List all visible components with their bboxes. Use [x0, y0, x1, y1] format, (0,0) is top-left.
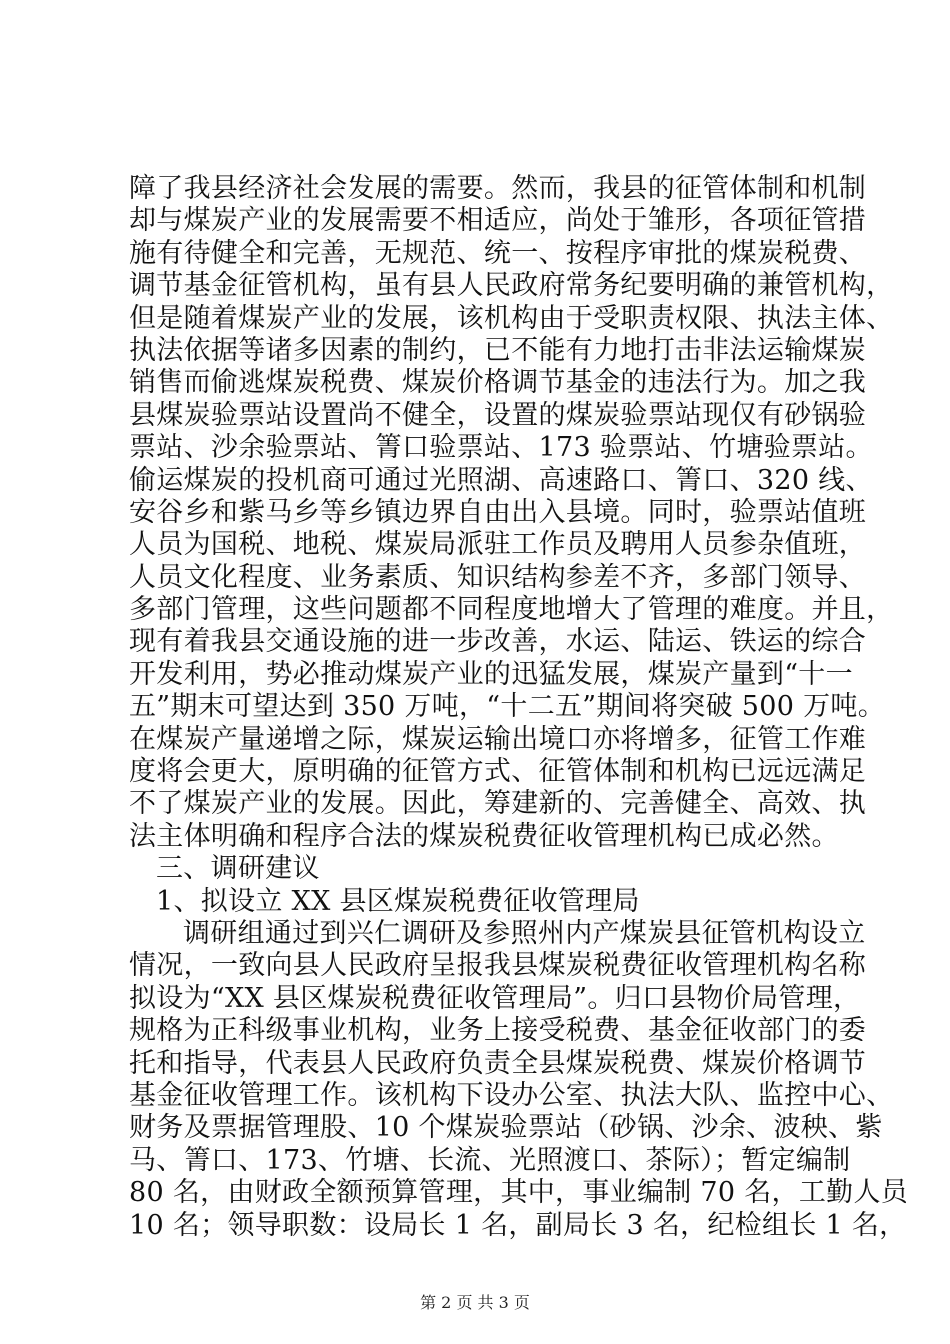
text-line: 人员文化程度、业务素质、知识结构参差不齐，多部门领导、 [129, 561, 867, 593]
text-line: 不了煤炭产业的发展。因此，筹建新的、完善健全、高效、执 [129, 788, 867, 820]
text-line: 票站、沙余验票站、箐口验票站、173 验票站、竹塘验票站。 [129, 432, 873, 464]
text-line: 调节基金征管机构，虽有县人民政府常务纪要明确的兼管机构， [129, 270, 894, 302]
text-line: 多部门管理，这些问题都不同程度地增大了管理的难度。并且， [129, 594, 894, 626]
text-line: 人员为国税、地税、煤炭局派驻工作员及聘用人员参杂值班， [129, 529, 867, 561]
body-text [129, 173, 909, 1242]
text-line: 安谷乡和紫马乡等乡镇边界自由出入县境。同时，验票站值班 [129, 496, 867, 528]
text-line: 托和指导，代表县人民政府负责全县煤炭税费、煤炭价格调节 [129, 1047, 867, 1079]
text-line: 县煤炭验票站设置尚不健全，设置的煤炭验票站现仅有砂锅验 [129, 399, 867, 431]
text-line: 销售而偷逃煤炭税费、煤炭价格调节基金的违法行为。加之我 [129, 367, 867, 399]
text-line: 法主体明确和程序合法的煤炭税费征收管理机构已成必然。 [129, 820, 839, 852]
page-number-footer: 第 2 页 共 3 页 [420, 1293, 530, 1312]
text-line: 拟设为“XX 县区煤炭税费征收管理局”。归口县物价局管理， [129, 982, 861, 1014]
text-line: 度将会更大，原明确的征管方式、征管体制和机构已远远满足 [129, 756, 867, 788]
subsection-heading: 1、拟设立 XX 县区煤炭税费征收管理局 [156, 885, 640, 917]
text-line: 施有待健全和完善，无规范、统一、按程序审批的煤炭税费、 [129, 237, 867, 269]
text-line: 情况，一致向县人民政府呈报我县煤炭税费征收管理机构名称 [129, 950, 867, 982]
text-line: 但是随着煤炭产业的发展，该机构由于受职责权限、执法主体、 [129, 302, 894, 334]
text-line: 偷运煤炭的投机商可通过光照湖、高速路口、箐口、320 线、 [129, 464, 873, 496]
text-line: 现有着我县交通设施的进一步改善，水运、陆运、铁运的综合 [129, 626, 867, 658]
text-line: 调研组通过到兴仁调研及参照州内产煤炭县征管机构设立 [183, 917, 866, 949]
section-heading: 三、调研建议 [156, 853, 320, 885]
text-line: 规格为正科级事业机构，业务上接受税费、基金征收部门的委 [129, 1015, 867, 1047]
text-line: 五”期末可望达到 350 万吨，“十二五”期间将突破 500 万吨。 [129, 691, 886, 723]
text-line: 开发利用，势必推动煤炭产业的迅猛发展，煤炭产量到“十一 [129, 658, 853, 690]
text-line: 却与煤炭产业的发展需要不相适应，尚处于雏形，各项征管措 [129, 205, 867, 237]
text-line: 基金征收管理工作。该机构下设办公室、执法大队、监控中心、 [129, 1079, 894, 1111]
text-line: 障了我县经济社会发展的需要。然而，我县的征管体制和机制 [129, 173, 867, 204]
text-line: 80 名，由财政全额预算管理，其中，事业编制 70 名，工勤人员 [129, 1177, 909, 1209]
text-line: 在煤炭产量递增之际，煤炭运输出境口亦将增多，征管工作难 [129, 723, 867, 755]
text-line: 执法依据等诸多因素的制约，已不能有力地打击非法运输煤炭 [129, 334, 867, 366]
text-line: 10 名；领导职数：设局长 1 名，副局长 3 名，纪检组长 1 名， [129, 1209, 907, 1241]
text-line: 马、箐口、173、竹塘、长流、光照渡口、茶际）；暂定编制 [129, 1144, 851, 1176]
text-line: 财务及票据管理股、10 个煤炭验票站（砂锅、沙余、波秧、紫 [129, 1112, 883, 1144]
